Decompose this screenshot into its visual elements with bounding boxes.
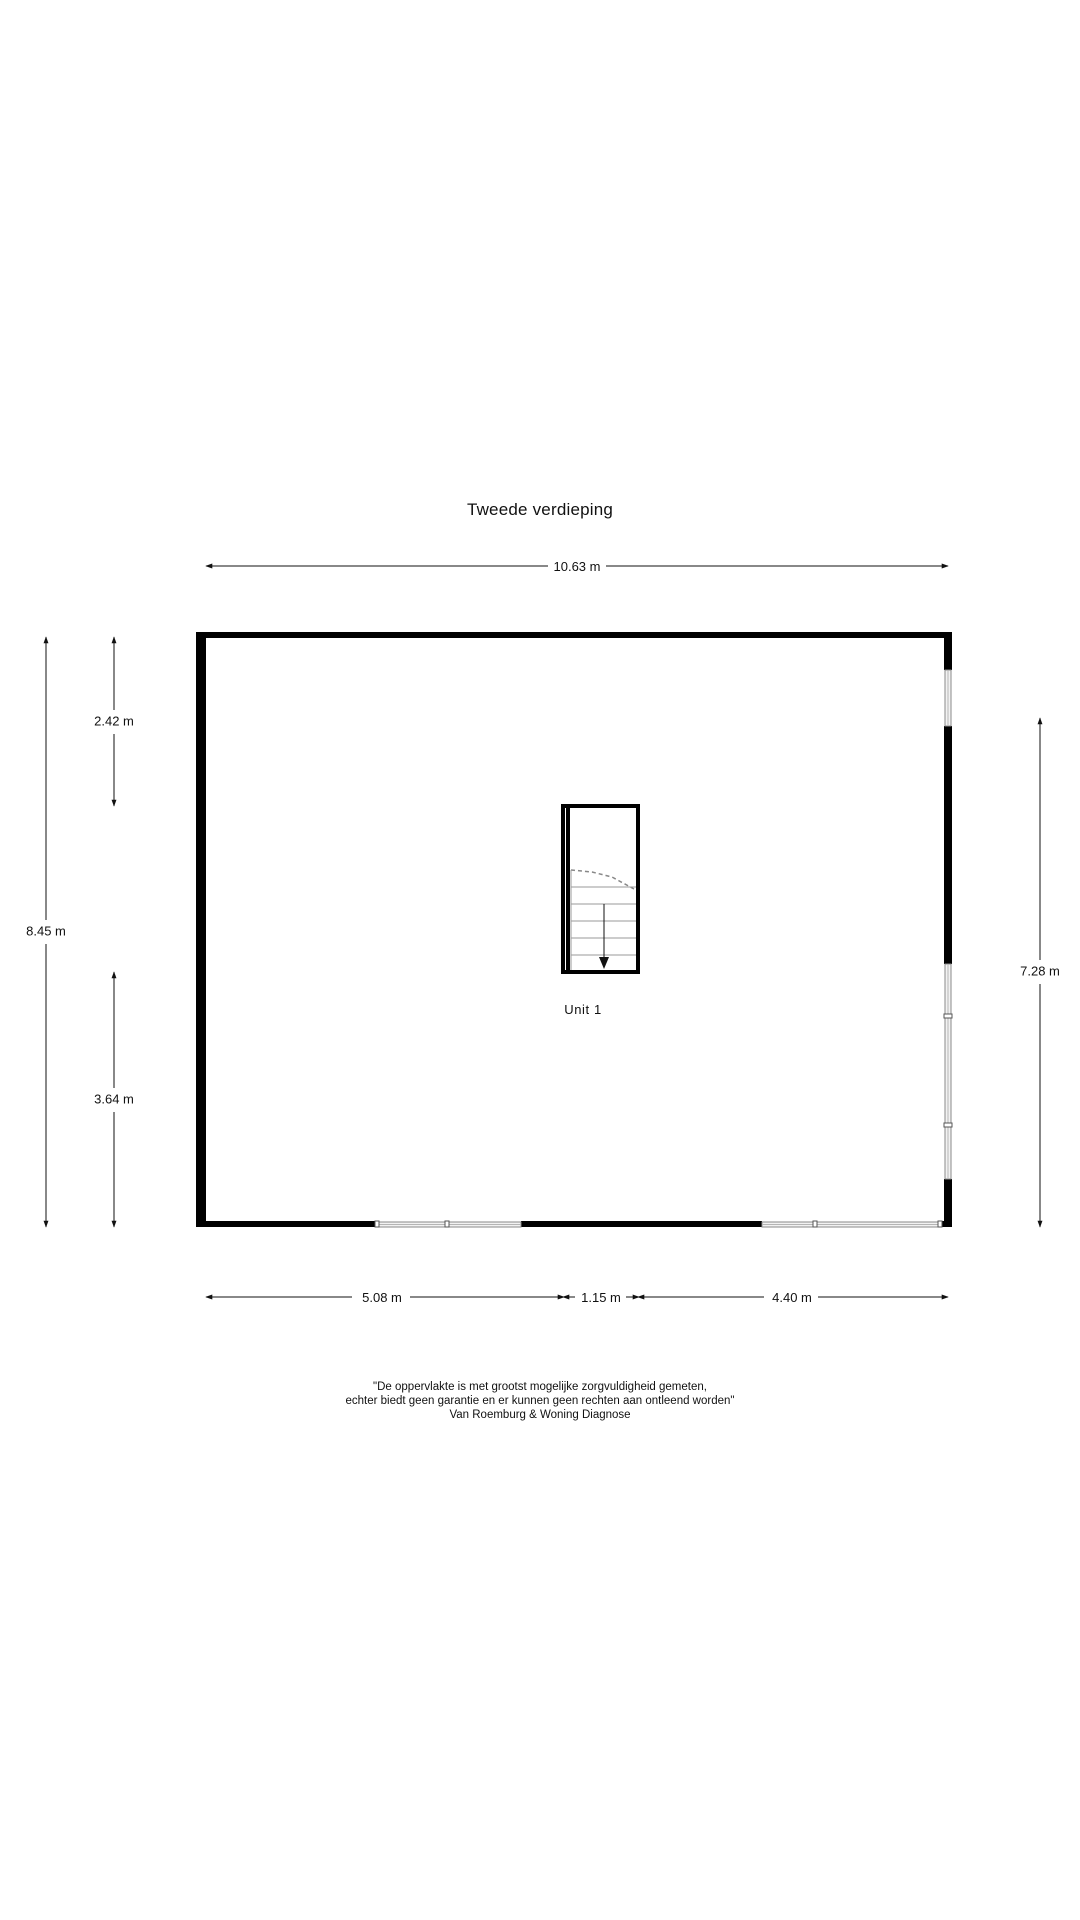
disclaimer-line-3: Van Roemburg & Woning Diagnose <box>449 1409 631 1421</box>
dim-right-label: 7.28 m <box>1020 963 1060 979</box>
window-bottom-4-jamb <box>938 1221 942 1227</box>
dim-left-upper-label: 2.42 m <box>94 713 134 729</box>
disclaimer <box>0 1380 1080 1422</box>
dim-total-width-label: 10.63 m <box>553 559 601 574</box>
wall-bottom-1 <box>196 1221 375 1227</box>
wall-right-1 <box>944 632 952 670</box>
wall-top <box>196 632 952 638</box>
wall-right-3 <box>944 1179 952 1227</box>
stair-well <box>563 806 638 972</box>
room-label: Unit 1 <box>564 1002 602 1017</box>
window-bottom-2-mullion <box>813 1221 817 1227</box>
disclaimer-line-2: echter biedt geen garantie en er kunnen geen rechten aan ontleend worden" <box>345 1395 735 1407</box>
dim-bottom-middle-label: 1.15 m <box>581 1290 621 1305</box>
dim-total-depth-label: 8.45 m <box>26 923 66 939</box>
wall-right-2 <box>944 726 952 964</box>
window-bottom-3-jamb <box>375 1221 379 1227</box>
staircase <box>563 806 638 972</box>
dim-bottom-right-label: 4.40 m <box>772 1290 812 1305</box>
window-right-2-mullion-a <box>944 1014 952 1018</box>
disclaimer-line-1: "De oppervlakte is met grootst mogelijke zorgvuldigheid gemeten, <box>373 1381 707 1393</box>
wall-bottom-2 <box>521 1221 762 1227</box>
floor-title: Tweede verdieping <box>466 500 614 519</box>
window-right-2-mullion-b <box>944 1123 952 1127</box>
wall-left <box>196 632 206 1227</box>
dim-bottom-left-label: 5.08 m <box>362 1290 402 1305</box>
window-bottom-1-mullion <box>445 1221 449 1227</box>
stair-rail <box>566 808 570 970</box>
dim-left-lower-label: 3.64 m <box>94 1091 134 1107</box>
